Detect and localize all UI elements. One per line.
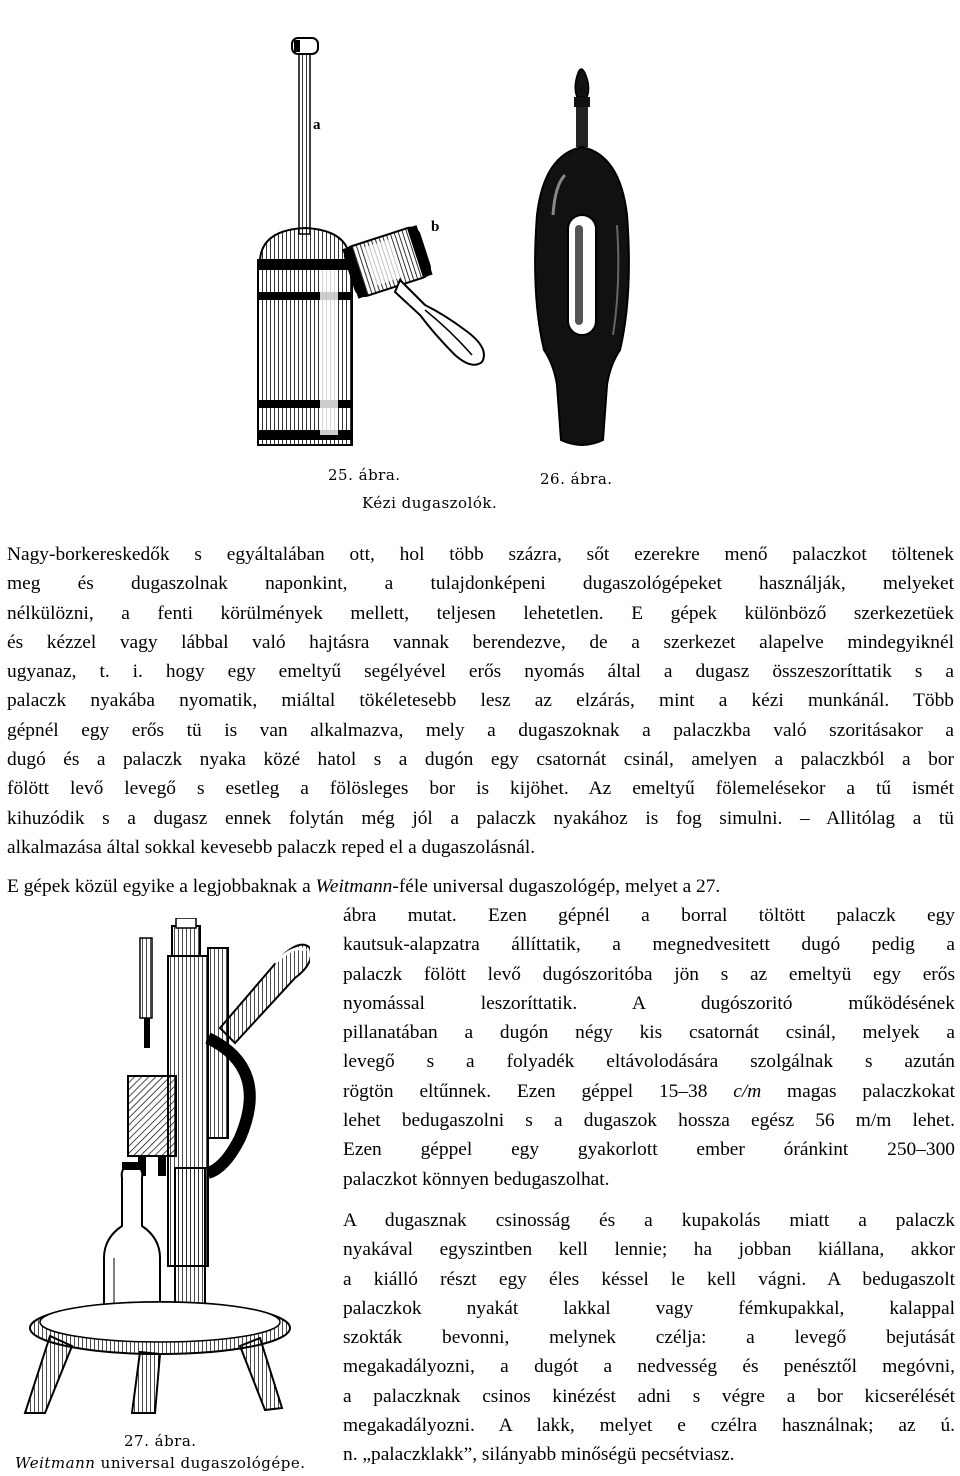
text-italic-name: Weitmann xyxy=(315,876,393,897)
text-line: kautsuk-alapzatra állíttatik, a megnedvesitett dugó pedig a xyxy=(343,934,955,956)
text-line: palaczk fölött levő dugószoritóba jön s az emeltyü egy erős xyxy=(343,963,955,985)
text-line: nyakával egyszintben kell lennie; ha jobban kiállana, akkor xyxy=(343,1239,955,1261)
text-line: kihuzódik s a dugasz ennek folytán még jól a palaczk nyakához is fog simulni. – Allitólag a tü xyxy=(7,807,954,829)
figure-25-label-b: b xyxy=(431,219,440,235)
figure-27-caption-italic: Weitmann xyxy=(15,1454,96,1472)
paragraph-2-first-line xyxy=(7,872,954,901)
figure-27-caption-text xyxy=(15,1454,306,1472)
text-line: nélkülözni, a fenti körülmények mellett, teljesen lehetetlen. E gépek különböző szerkezetüek xyxy=(7,602,954,624)
figure-25-illustration xyxy=(250,30,500,475)
text-line: megakadályozni, a dugót a nedvesség és penésztől megóvni, xyxy=(343,1356,955,1378)
text-line: palaczkot könnyen bedugaszolhat. xyxy=(343,1168,610,1190)
text-line: Ezen géppel egy gyakorlott ember óránkint 250–300 xyxy=(343,1139,955,1161)
text-line: a palaczknak csinos kinézést adni s végre a bor kicserélését xyxy=(343,1385,955,1407)
text-line: n. „palaczklakk”, silányabb minőségü pecsétviasz. xyxy=(343,1444,735,1466)
figure-26-illustration xyxy=(525,65,645,455)
figure-25-caption: 25. ábra. xyxy=(328,466,401,484)
text-line: alkalmazása által sokkal kevesebb palaczk reped el a dugaszolásnál. xyxy=(7,836,536,858)
paragraph-3-column xyxy=(343,1206,955,1470)
text-line: pillanatában a dugón négy kis csatornát csinál, melyek a xyxy=(343,1022,955,1044)
shared-figure-caption: Kézi dugaszolók. xyxy=(362,494,498,512)
text-line: a kiálló részt egy éles késsel le kell vágni. A bedugaszolt xyxy=(343,1268,955,1290)
text-line: gépnél egy erős tü is van alkalmazva, mely a dugaszoknak a palaczkba való szoritásakor a xyxy=(7,719,954,741)
text-line: szokták bevonni, melynek czélja: a levegő bejutását xyxy=(343,1327,955,1349)
text-line: palaczk nyakába nyomatik, miáltal tökéletesebb lesz az elzárás, mint a kézi munkánál. Több xyxy=(7,690,954,712)
text-line: palaczkok nyakát lakkal vagy fémkupakkal, kalappal xyxy=(343,1297,955,1319)
text-line: A dugasznak csinosság és a kupakolás miatt a palaczk xyxy=(343,1210,955,1231)
figure-27-caption-number: 27. ábra. xyxy=(124,1432,197,1450)
figure-27-illustration xyxy=(10,918,310,1418)
text-line: ugyanaz, t. i. hogy egy emeltyű segélyével erős nyomás által a dugasz összeszoríttatik s a xyxy=(7,661,954,683)
figure-27-caption-rest: universal dugaszológépe. xyxy=(100,1454,306,1472)
text-line: és kézzel vagy lábbal való hajtásra vannak berendezve, de a szerkezet alapelve mindegyiknél xyxy=(7,631,954,653)
figure-26-caption: 26. ábra. xyxy=(540,470,613,488)
text-line: meg és dugaszolnak naponkint, a tulajdonképeni dugaszológépeket használják, melyeket xyxy=(7,573,954,595)
text-line: fölött levő levegő s esetleg a fölösleges bor is kijöhet. Az emeltyű fölemelésekor a tű ismét xyxy=(7,778,954,800)
text-line: dugó és a palaczk nyaka közé hatol s a dugón egy csatornát csinál, amelyen a palaczkból a bor xyxy=(7,749,954,771)
text-line: ábra mutat. Ezen gépnél a borral töltött palaczk egy xyxy=(343,905,955,926)
text-segment: -féle universal dugaszológép, melyet a 27. xyxy=(392,876,721,897)
text-line: lehet bedugaszolni s a dugaszok hossza egész 56 m/m lehet. xyxy=(343,1110,955,1132)
figure-25-label-a: a xyxy=(313,117,321,133)
text-line: megakadályozni. A lakk, melyet e czélra használnak; az ú. xyxy=(343,1415,955,1437)
text-line: nyomással leszoríttatik. A dugószoritó működésének xyxy=(343,992,955,1014)
text-line: Nagy-borkereskedők s egyáltalában ott, hol több százra, sőt ezerekre menő palaczkot töltenek xyxy=(7,544,954,565)
text-line: levegő s a folyadék eltávolodására szolgálnak s azután xyxy=(343,1051,955,1073)
paragraph-1 xyxy=(7,540,954,862)
paragraph-2-column xyxy=(343,901,955,1194)
text-segment: E gépek közül egyike a legjobbaknak a xyxy=(7,876,316,897)
text-line: rögtön eltűnnek. Ezen géppel 15–38 c/m magas palaczkokat xyxy=(343,1080,955,1102)
